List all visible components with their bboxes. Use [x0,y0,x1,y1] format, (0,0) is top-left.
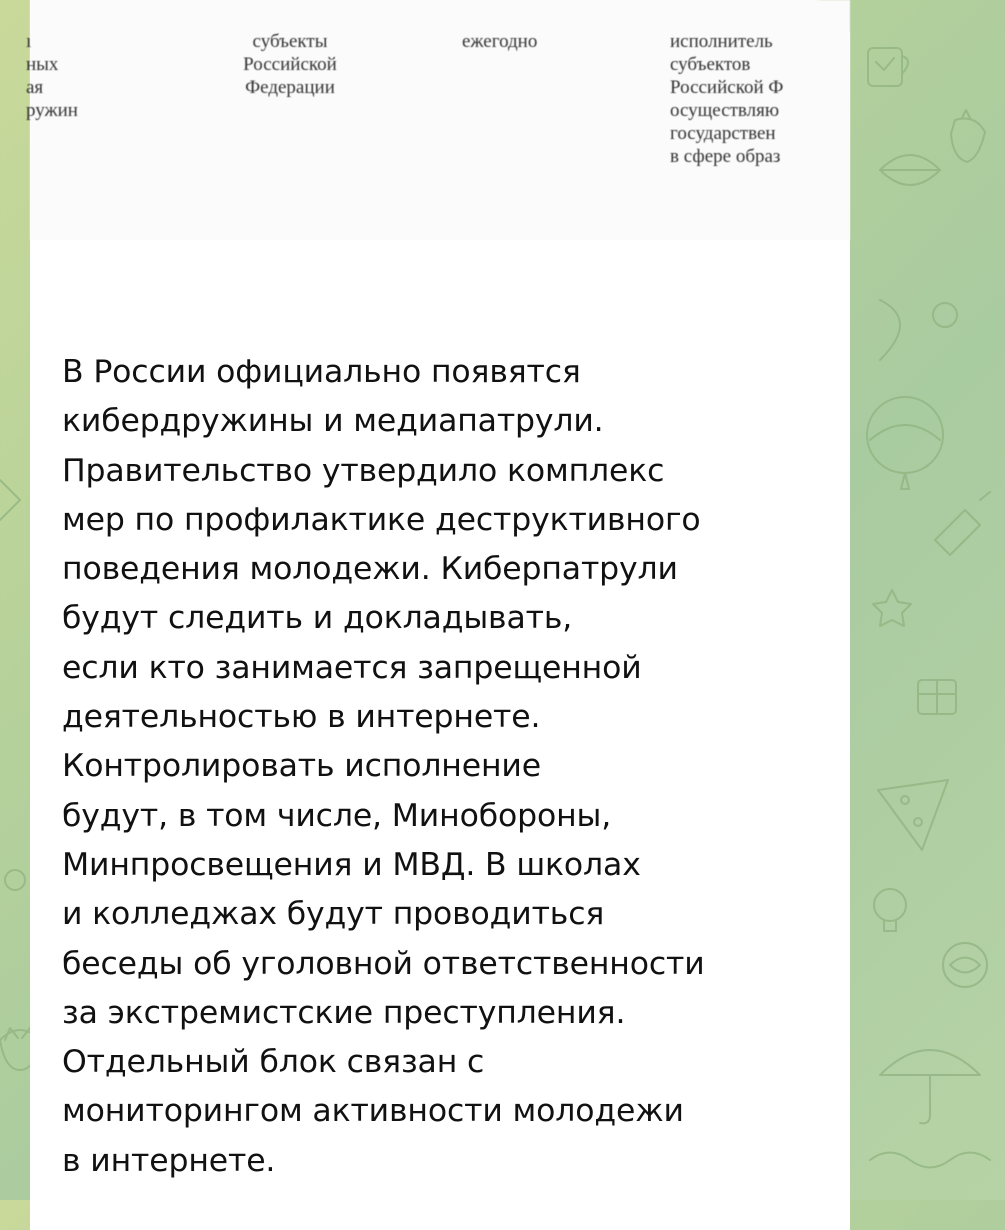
candy-icon [943,943,987,987]
arrow-doodle [0,480,20,520]
message-line: если кто занимается запрещенной [62,649,642,686]
gift-doodle [918,680,956,714]
sun-doodle [5,870,25,890]
umbrella-icon [880,1050,980,1123]
message-line: Контролировать исполнение [62,748,541,785]
document-column-3: ежегодно [462,31,538,52]
message-line: будут следить и докладывать, [62,600,573,637]
message-line: в интернете. [62,1142,276,1179]
mug-icon [868,48,908,86]
strawberry-icon [951,110,985,162]
leaf-doodle [880,155,940,185]
lightbulb-icon [874,889,906,931]
message-line: деятельностью в интернете. [62,699,541,736]
message-bubble[interactable] [26,0,850,1230]
message-line: будут, в том числе, Минобороны, [62,797,612,834]
document-column-2: субъекты Российской Федерации [243,31,337,98]
star-icon [873,590,911,626]
message-line: мониторингом активности молодежи [62,1093,684,1130]
waves-doodle [870,1153,990,1168]
message-line: поведения молодежи. Киберпатрули [62,551,678,588]
document-column-4: исполнитель субъектов Российской Ф осуществляю государствен в сфере образ [670,31,784,167]
swirl-doodle [880,300,957,360]
message-line: мер по профилактике деструктивного [62,501,701,538]
message-line: В России официально появятся [62,354,581,390]
message-text [62,348,832,1186]
message-line: Минпросвещения и МВД. В школах [62,846,641,883]
flashlight-doodle [935,492,990,555]
balloon-icon [867,397,943,489]
message-line: и колледжах будут проводиться [62,896,605,933]
pizza-icon [878,780,948,850]
document-image[interactable] [26,0,850,240]
message-line: беседы об уголовной ответственности [62,945,705,982]
message-line: Отдельный блок связан с [62,1044,485,1081]
message-line: Правительство утвердило комплекс [62,452,665,489]
message-line: кибердружины и медиапатрули. [62,403,604,440]
document-column-1: ı ных ая ружин [26,31,78,121]
message-line: за экстремистские преступления. [62,994,626,1031]
